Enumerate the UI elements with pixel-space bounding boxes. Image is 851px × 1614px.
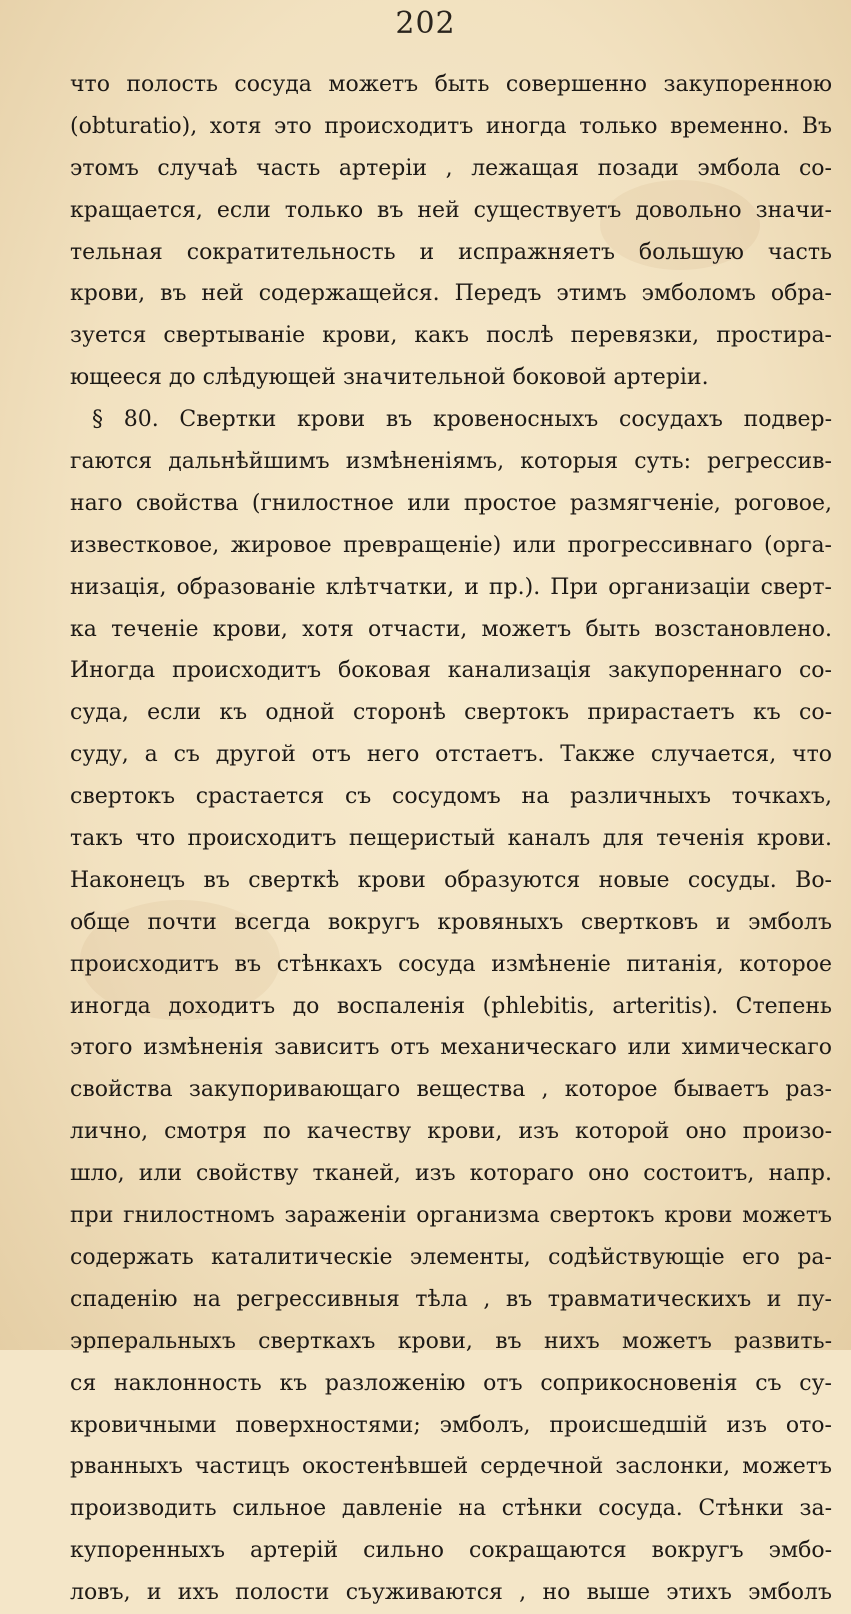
text-line: эрперальныхъ сверткахъ крови, въ нихъ можетъ развить-: [70, 1328, 832, 1354]
text-line: суда, если къ одной сторонѣ свертокъ прирастаетъ къ со-: [70, 700, 832, 726]
text-line: Наконецъ въ сверткѣ крови образуются новые сосуды. Во-: [70, 867, 832, 893]
text-line: низація, образованіе клѣтчатки, и пр.). При организаціи сверт-: [70, 574, 832, 600]
text-line: производить сильное давленіе на стѣнки сосуда. Стѣнки за-: [70, 1496, 832, 1522]
text-line: ся наклонность къ разложенію отъ соприкосновенія съ су-: [70, 1370, 832, 1396]
text-line: ловъ, и ихъ полости съуживаются , но выше этихъ эмболъ: [70, 1580, 832, 1606]
text-line: зуется свертываніе крови, какъ послѣ перевязки, простира-: [70, 323, 832, 349]
text-line: такъ что происходитъ пещеристый каналъ для теченія крови.: [70, 826, 832, 852]
text-line: рванныхъ частицъ окостенѣвшей сердечной заслонки, можетъ: [70, 1454, 832, 1480]
text-line: свойства закупоривающаго вещества , которое бываетъ раз-: [70, 1077, 832, 1103]
text-line: (obturatio), хотя это происходитъ иногда только временно. Въ: [70, 113, 832, 139]
text-line: кровичными поверхностями; эмболъ, происшедшій изъ ото-: [70, 1412, 832, 1438]
text-line: свертокъ срастается съ сосудомъ на различныхъ точкахъ,: [70, 784, 832, 810]
text-line: что полость сосуда можетъ быть совершенно закупоренною: [70, 72, 832, 97]
text-line: купоренныхъ артерій сильно сокращаются вокругъ эмбо-: [70, 1538, 832, 1564]
text-line: крови, въ ней содержащейся. Передъ этимъ эмболомъ обра-: [70, 281, 832, 307]
text-line: этомъ случаѣ часть артеріи , лежащая позади эмбола со-: [70, 155, 832, 181]
page-number: 202: [395, 6, 456, 41]
text-line: известковое, жировое превращеніе) или прогрессивнаго (орга-: [70, 532, 832, 558]
text-line: шло, или свойству тканей, изъ котораго оно состоитъ, напр.: [70, 1161, 832, 1187]
text-line: тельная сократительность и испражняетъ большую часть: [70, 239, 832, 265]
text-line: кращается, если только въ ней существуетъ довольно значи-: [70, 197, 832, 223]
text-body: [70, 64, 832, 1614]
text-line: обще почти всегда вокругъ кровяныхъ свертковъ и эмболъ: [70, 909, 832, 935]
section-heading-line: § 80. Свертки крови въ кровеносныхъ сосудахъ подвер-: [92, 407, 832, 433]
text-line: иногда доходитъ до воспаленія (phlebitis, arteritis). Степень: [70, 993, 832, 1019]
text-line: суду, а съ другой отъ него отстаетъ. Также случается, что: [70, 742, 832, 768]
text-line: содержать каталитическіе элементы, содѣйствующіе его ра-: [70, 1244, 832, 1270]
text-line: этого измѣненія зависитъ отъ механическаго или химическаго: [70, 1035, 832, 1061]
text-line: при гнилостномъ зараженіи организма свертокъ крови можетъ: [70, 1203, 832, 1229]
text-line: лично, смотря по качеству крови, изъ которой оно произо-: [70, 1119, 832, 1145]
text-line: наго свойства (гнилостное или простое размягченіе, роговое,: [70, 490, 832, 516]
text-line: ющееся до слѣдующей значительной боковой артеріи.: [70, 365, 709, 391]
text-line: происходитъ въ стѣнкахъ сосуда измѣненіе питанія, которое: [70, 951, 832, 977]
text-line: Иногда происходитъ боковая канализація закупореннаго со-: [70, 658, 832, 684]
text-line: гаются дальнѣйшимъ измѣненіямъ, которыя суть: регрессив-: [70, 449, 832, 475]
text-line: спаденію на регрессивныя тѣла , въ травматическихъ и пу-: [70, 1286, 832, 1312]
text-line: ка теченіе крови, хотя отчасти, можетъ быть возстановлено.: [70, 616, 832, 642]
